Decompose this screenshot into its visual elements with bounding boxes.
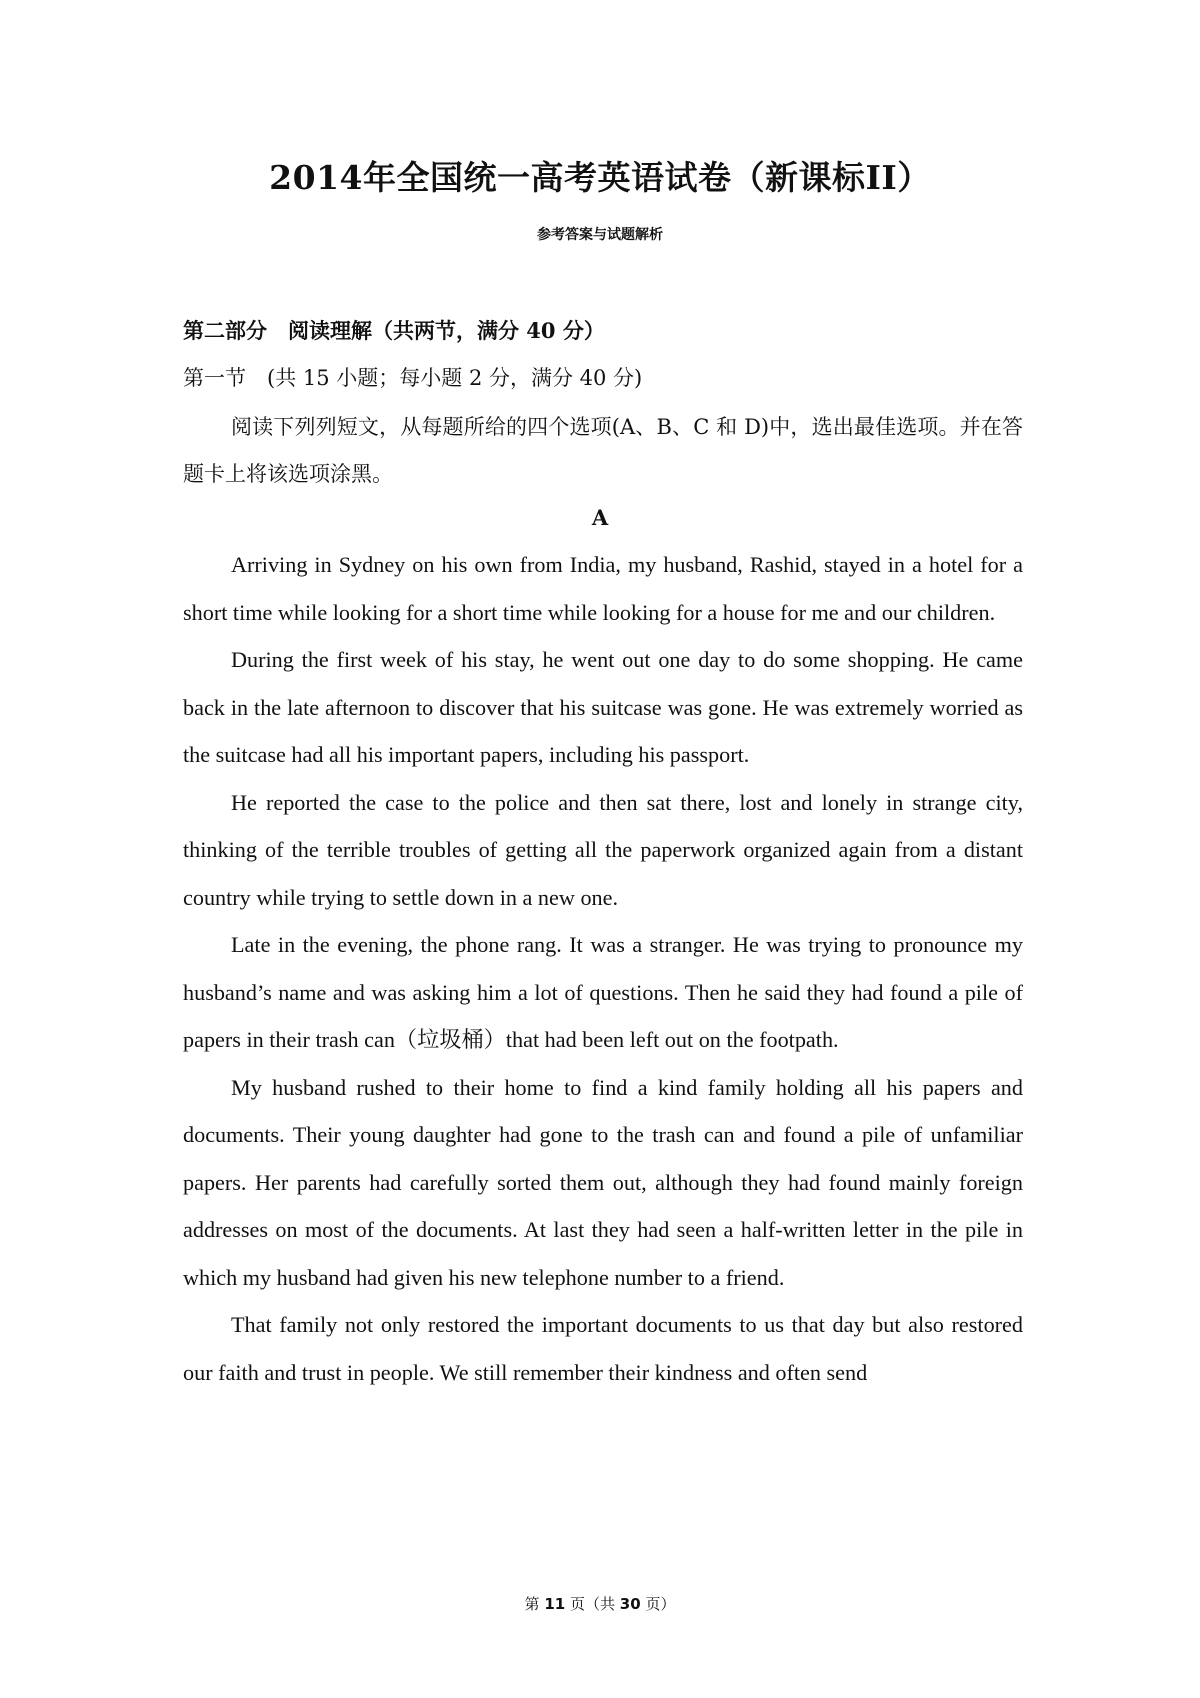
passage-paragraph: Late in the evening, the phone rang. It was a stranger. He was trying to pronounce my husband’s name and was asking him a lot of questions. Then he said they had found a pile of papers in their trash can（垃圾桶）that had been left out on the footpath.	[183, 932, 1023, 1052]
total-page-number: 30	[619, 1595, 641, 1613]
subsection-heading: 第一节 (共 15 小题；每小题 2 分，满分 40 分)	[183, 366, 643, 390]
reading-passage	[183, 541, 1023, 1396]
passage-paragraph: He reported the case to the police and then sat there, lost and lonely in strange city, thinking of the terrible troubles of getting all the paperwork organized again from a distant country while trying to settle down in a new one.	[183, 789, 1023, 910]
passage-label: A	[591, 505, 609, 530]
passage-paragraph: During the first week of his stay, he went out one day to do some shopping. He came back in the late afternoon to discover that his suitcase was gone. He was extremely worried as the suitcase had all his important papers, including his passport.	[183, 647, 1023, 767]
page-title: 2014年全国统一高考英语试卷（新课标II）	[269, 158, 931, 197]
current-page-number: 11	[544, 1595, 566, 1613]
reading-instruction: 阅读下列列短文，从每题所给的四个选项(A、B、C 和 D)中，选出最佳选项。并在答题卡上将该选项涂黑。	[183, 415, 1023, 486]
passage-paragraph: Arriving in Sydney on his own from India, my husband, Rashid, stayed in a hotel for a short time while looking for a short time while looking for a house for me and our children.	[183, 552, 1023, 625]
footer-middle: 页（共	[569, 1595, 615, 1613]
passage-paragraph: That family not only restored the important documents to us that day but also restored our faith and trust in people. We still remember their kindness and often send	[183, 1312, 1023, 1385]
footer-suffix: 页）	[645, 1595, 676, 1613]
footer-prefix: 第	[524, 1595, 540, 1613]
passage-paragraph: My husband rushed to their home to find a kind family holding all his papers and documents. Their young daughter had gone to the trash can and found a pile of unfamiliar papers. Her parents had carefully sorted them out, although they had found mainly foreign addresses on most of the documents. At last they had seen a half-written letter in the pile in which my husband had given his new telephone number to a friend.	[183, 1074, 1023, 1290]
section-heading: 第二部分 阅读理解（共两节，满分 40 分）	[183, 318, 605, 343]
page-footer	[0, 1593, 1200, 1614]
page-subtitle: 参考答案与试题解析	[537, 227, 663, 243]
